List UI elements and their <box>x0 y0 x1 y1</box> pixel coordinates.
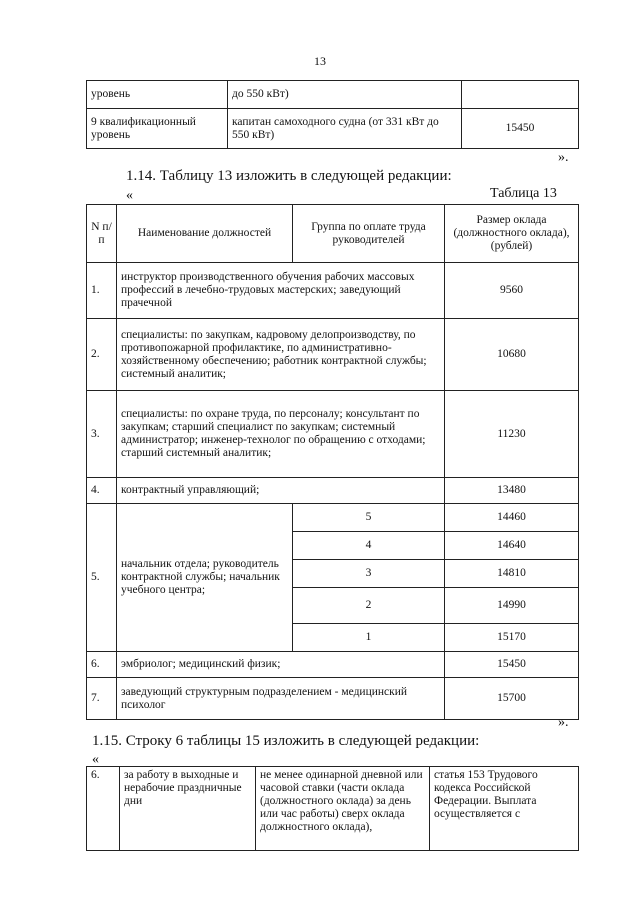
salary-cell: 13480 <box>445 478 579 504</box>
salary-cell: 14460 <box>445 504 579 532</box>
name-cell: специалисты: по охране труда, по персоналу; консультант по закупкам; старший специалист по закупкам; системный администратор; инженер-технолог по обращению с отходами; старший системный аналитик; <box>117 391 445 478</box>
num-cell: 1. <box>87 263 117 319</box>
salary-cell: 15700 <box>445 678 579 720</box>
table-12-tail <box>86 80 579 149</box>
page-number: 13 <box>314 54 326 68</box>
group-cell: 2 <box>293 588 445 624</box>
level-cell: 9 квалификационный уровень <box>87 109 228 149</box>
group-cell: 3 <box>293 560 445 588</box>
salary-cell: 15170 <box>445 624 579 652</box>
table-13 <box>86 204 579 720</box>
num-cell: 5. <box>87 504 117 652</box>
salary-cell: 14810 <box>445 560 579 588</box>
group-cell: 4 <box>293 532 445 560</box>
table-row <box>87 504 579 532</box>
name-cell: заведующий структурным подразделением - медицинский психолог <box>117 678 445 720</box>
salary-cell <box>462 81 579 109</box>
table-row <box>87 319 579 391</box>
condition-cell: за работу в выходные и нерабочие праздничные дни <box>120 767 256 851</box>
name-cell: начальник отдела; руководитель контрактной службы; начальник учебного центра; <box>117 504 293 652</box>
table-row <box>87 767 579 851</box>
salary-cell: 10680 <box>445 319 579 391</box>
salary-cell: 14640 <box>445 532 579 560</box>
table-row <box>87 263 579 319</box>
open-quote: « <box>92 752 99 767</box>
name-cell: контрактный управляющий; <box>117 478 445 504</box>
group-cell: 5 <box>293 504 445 532</box>
amount-cell: не менее одинарной дневной или часовой ставки (части оклада (должностного оклада) за день или час работы) сверх оклада должностного оклада), <box>256 767 430 851</box>
header-name: Наименование должностей <box>117 205 293 263</box>
salary-cell: 11230 <box>445 391 579 478</box>
item-1-14: 1.14. Таблицу 13 изложить в следующей редакции: <box>126 168 452 184</box>
salary-cell: 9560 <box>445 263 579 319</box>
table-row <box>87 81 579 109</box>
salary-cell: 15450 <box>445 652 579 678</box>
salary-cell: 14990 <box>445 588 579 624</box>
table-caption: Таблица 13 <box>490 186 557 201</box>
close-quote: ». <box>558 715 569 730</box>
header-num: N п/п <box>87 205 117 263</box>
name-cell: инструктор производственного обучения рабочих массовых профессий в лечебно-трудовых мастерских; заведующий прачечной <box>117 263 445 319</box>
basis-cell: статья 153 Трудового кодекса Российской Федерации. Выплата осуществляется с <box>430 767 579 851</box>
table-row <box>87 109 579 149</box>
name-cell: эмбриолог; медицинский физик; <box>117 652 445 678</box>
close-quote: ». <box>558 150 569 165</box>
level-cell: уровень <box>87 81 228 109</box>
table-row <box>87 652 579 678</box>
table-row <box>87 391 579 478</box>
name-cell: специалисты: по закупкам, кадровому делопроизводству, по противопожарной профилактике, по административно-хозяйственному обеспечению; работник контрактной службы; системный аналитик; <box>117 319 445 391</box>
num-cell: 3. <box>87 391 117 478</box>
group-cell: 1 <box>293 624 445 652</box>
num-cell: 6. <box>87 652 117 678</box>
header-salary: Размер оклада (должностного оклада), (рублей) <box>445 205 579 263</box>
table-15-row <box>86 766 579 851</box>
num-cell: 7. <box>87 678 117 720</box>
num-cell: 4. <box>87 478 117 504</box>
table-header <box>87 205 579 263</box>
num-cell: 6. <box>87 767 120 851</box>
num-cell: 2. <box>87 319 117 391</box>
open-quote: « <box>126 188 133 203</box>
item-1-15: 1.15. Строку 6 таблицы 15 изложить в следующей редакции: <box>92 733 480 749</box>
position-cell: до 550 кВт) <box>228 81 462 109</box>
position-cell: капитан самоходного судна (от 331 кВт до 550 кВт) <box>228 109 462 149</box>
salary-cell: 15450 <box>462 109 579 149</box>
table-row <box>87 678 579 720</box>
table-row <box>87 478 579 504</box>
header-group: Группа по оплате труда руководителей <box>293 205 445 263</box>
